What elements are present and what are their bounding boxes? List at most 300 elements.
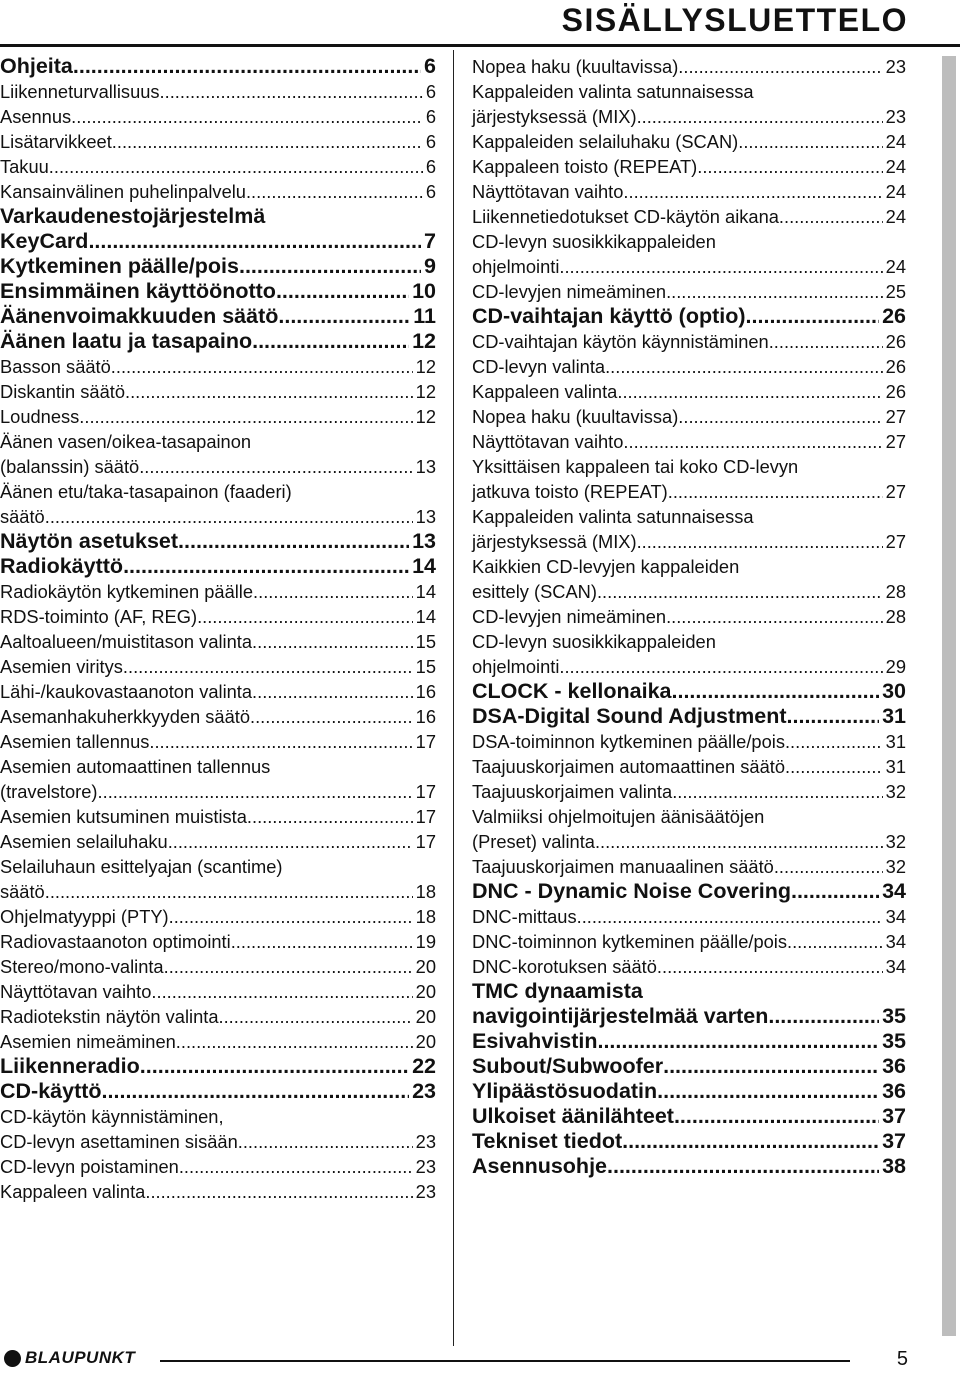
toc-subentry — [0, 879, 436, 904]
toc-subentry — [0, 1179, 436, 1204]
dot-leader — [98, 779, 413, 804]
toc-section-entry — [0, 554, 436, 579]
dot-leader — [179, 1154, 413, 1179]
toc-entry-label: Asemien automaattinen tallennus — [0, 756, 271, 777]
toc-entry-label: Kappaleen toisto (REPEAT) — [472, 156, 698, 177]
toc-page-number: 34 — [885, 906, 906, 927]
dot-leader — [276, 279, 409, 304]
toc-section-entry — [0, 254, 436, 279]
toc-page-number: 6 — [425, 106, 436, 127]
toc-page-number: 23 — [885, 56, 906, 77]
toc-entry-label: Äänen laatu ja tasapaino — [0, 329, 253, 353]
toc-page-number: 28 — [885, 581, 906, 602]
toc-subentry — [472, 829, 906, 854]
dot-leader — [672, 779, 882, 804]
toc-subentry — [0, 354, 436, 379]
toc-subentry — [472, 229, 906, 254]
toc-subentry — [472, 904, 906, 929]
toc-section-entry — [472, 1029, 906, 1054]
toc-section-entry — [0, 304, 436, 329]
toc-page-number: 24 — [885, 256, 906, 277]
toc-entry-label: CD-käytön käynnistäminen, — [0, 1106, 224, 1127]
dot-leader — [252, 679, 413, 704]
dot-leader — [246, 179, 423, 204]
toc-section-entry — [0, 529, 436, 554]
dot-leader — [168, 829, 413, 854]
toc-subentry — [0, 1029, 436, 1054]
toc-entry-label: Ohjeita — [0, 54, 73, 78]
dot-leader — [663, 1054, 879, 1079]
dot-leader — [657, 954, 883, 979]
toc-page-number: 20 — [415, 956, 436, 977]
toc-subentry — [0, 604, 436, 629]
toc-subentry — [0, 1004, 436, 1029]
toc-page-number: 32 — [885, 781, 906, 802]
toc-entry-label: säätö — [0, 506, 45, 527]
dot-leader — [73, 54, 421, 79]
toc-page-number: 14 — [412, 554, 436, 578]
toc-entry-label: CD-levyjen nimeäminen — [472, 606, 667, 627]
toc-section-entry — [472, 1054, 906, 1079]
toc-entry-label: Äänenvoimakkuuden säätö — [0, 304, 279, 328]
dot-leader — [623, 179, 882, 204]
toc-subentry — [472, 479, 906, 504]
toc-section-entry — [472, 1004, 906, 1029]
toc-entry-label: Kappaleiden selailuhaku (SCAN) — [472, 131, 739, 152]
toc-page-number: 18 — [415, 881, 436, 902]
page-edge-tab — [942, 56, 956, 1336]
toc-section-entry — [0, 279, 436, 304]
toc-subentry — [472, 529, 906, 554]
dot-leader — [666, 279, 883, 304]
toc-subentry — [472, 604, 906, 629]
toc-subentry — [472, 379, 906, 404]
toc-entry-label: Liikenneturvallisuus — [0, 81, 160, 102]
toc-entry-label: Loudness — [0, 406, 80, 427]
brand-name: BLAUPUNKT — [25, 1348, 136, 1367]
toc-section-entry — [472, 679, 906, 704]
toc-entry-label: Lähi-/kaukovastaanoton valinta — [0, 681, 253, 702]
dot-leader — [239, 254, 421, 279]
dot-leader — [250, 704, 413, 729]
toc-subentry — [472, 629, 906, 654]
toc-entry-label: KeyCard — [0, 229, 89, 253]
toc-subentry — [472, 404, 906, 429]
toc-page-number: 23 — [415, 1181, 436, 1202]
toc-entry-label: CD-levyn asettaminen sisään — [0, 1131, 238, 1152]
toc-entry-label: Kappaleiden valinta satunnaisessa — [472, 506, 754, 527]
toc-subentry — [0, 829, 436, 854]
toc-entry-label: Radiovastaanoton optimointi — [0, 931, 231, 952]
toc-entry-label: RDS-toiminto (AF, REG) — [0, 606, 198, 627]
toc-entry-label: DSA-toiminnon kytkeminen päälle/pois — [472, 731, 785, 752]
dot-leader — [678, 54, 882, 79]
toc-page-number: 27 — [885, 481, 906, 502]
toc-subentry — [0, 454, 436, 479]
toc-entry-label: Selailuhaun esittelyajan (scantime) — [0, 856, 283, 877]
toc-entry-label: DNC - Dynamic Noise Covering — [472, 879, 791, 903]
dot-leader — [123, 554, 409, 579]
toc-entry-label: Basson säätö — [0, 356, 111, 377]
dot-leader — [595, 829, 883, 854]
toc-entry-label: Asennusohje — [472, 1154, 607, 1178]
toc-subentry — [0, 779, 436, 804]
toc-page-number: 24 — [885, 206, 906, 227]
toc-page-number: 36 — [882, 1079, 906, 1103]
toc-entry-label: Yksittäisen kappaleen tai koko CD-levyn — [472, 456, 799, 477]
toc-entry-label: CD-levyn suosikkikappaleiden — [472, 231, 716, 252]
toc-subentry — [472, 954, 906, 979]
toc-page-number: 27 — [885, 406, 906, 427]
toc-page-number: 26 — [885, 356, 906, 377]
toc-page-number: 23 — [415, 1131, 436, 1152]
toc-entry-label: Taajuuskorjaimen manuaalinen säätö — [472, 856, 774, 877]
toc-page-number: 19 — [415, 931, 436, 952]
dot-leader — [278, 304, 410, 329]
toc-entry-label: Stereo/mono-valinta — [0, 956, 164, 977]
toc-section-entry — [472, 1129, 906, 1154]
toc-subentry — [0, 904, 436, 929]
toc-page-number: 27 — [885, 531, 906, 552]
toc-entry-label: Kappaleen valinta — [0, 1181, 146, 1202]
toc-subentry — [0, 1154, 436, 1179]
toc-page-number: 6 — [425, 81, 436, 102]
toc-page-number: 29 — [885, 656, 906, 677]
toc-page-number: 14 — [415, 581, 436, 602]
toc-page-number: 12 — [415, 406, 436, 427]
toc-entry-label: Aaltoalueen/muistitason valinta — [0, 631, 253, 652]
toc-page-number: 34 — [885, 931, 906, 952]
toc-entry-label: DNC-korotuksen säätö — [472, 956, 657, 977]
toc-section-entry — [0, 1079, 436, 1104]
toc-subentry — [472, 429, 906, 454]
dot-leader — [623, 429, 882, 454]
toc-page-number: 12 — [415, 381, 436, 402]
dot-leader — [45, 504, 413, 529]
toc-entry-label: CD-levyn valinta — [472, 356, 606, 377]
toc-page-number: 26 — [885, 381, 906, 402]
dot-leader — [637, 104, 883, 129]
toc-subentry — [472, 354, 906, 379]
toc-entry-label: Liikenneradio — [0, 1054, 140, 1078]
toc-page-number: 35 — [882, 1004, 906, 1028]
toc-page-number: 28 — [885, 606, 906, 627]
toc-entry-label: Asemanhakuherkkyyden säätö — [0, 706, 250, 727]
dot-leader — [164, 954, 413, 979]
toc-entry-label: Näyttötavan vaihto — [472, 181, 624, 202]
toc-subentry — [0, 929, 436, 954]
dot-leader — [149, 729, 412, 754]
toc-page-number: 20 — [415, 981, 436, 1002]
page-number: 5 — [896, 1348, 908, 1370]
toc-subentry — [472, 729, 906, 754]
dot-leader — [140, 1054, 409, 1079]
toc-section-entry — [0, 329, 436, 354]
dot-leader — [112, 129, 423, 154]
toc-subentry — [0, 629, 436, 654]
toc-section-entry — [472, 1154, 906, 1179]
toc-subentry — [472, 129, 906, 154]
toc-subentry — [0, 1104, 436, 1129]
toc-page-number: 37 — [882, 1129, 906, 1153]
toc-page-number: 34 — [882, 879, 906, 903]
toc-page-number: 6 — [425, 131, 436, 152]
toc-entry-label: CD-vaihtajan käyttö (optio) — [472, 304, 746, 328]
dot-leader — [160, 79, 423, 104]
dot-leader — [49, 154, 423, 179]
dot-leader — [779, 204, 883, 229]
toc-entry-label: Asemien nimeäminen — [0, 1031, 176, 1052]
blaupunkt-logo — [4, 1348, 135, 1368]
dot-leader — [768, 1004, 879, 1029]
dot-leader — [607, 1154, 879, 1179]
dot-leader — [738, 129, 882, 154]
toc-subentry — [0, 729, 436, 754]
toc-entry-label: Kappaleiden valinta satunnaisessa — [472, 81, 754, 102]
toc-subentry — [472, 554, 906, 579]
toc-page-number: 26 — [885, 331, 906, 352]
dot-leader — [678, 404, 882, 429]
toc-entry-label: järjestyksessä (MIX) — [472, 106, 637, 127]
toc-page-number: 14 — [415, 606, 436, 627]
toc-subentry — [0, 654, 436, 679]
toc-entry-label: (balanssin) säätö — [0, 456, 140, 477]
toc-subentry — [472, 654, 906, 679]
toc-page-number: 15 — [415, 656, 436, 677]
toc-subentry — [0, 679, 436, 704]
dot-leader — [769, 329, 883, 354]
toc-page-number: 23 — [412, 1079, 436, 1103]
toc-page-number: 18 — [415, 906, 436, 927]
toc-subentry — [0, 979, 436, 1004]
toc-section-entry — [472, 704, 906, 729]
toc-page-number: 36 — [882, 1054, 906, 1078]
toc-section-entry — [472, 979, 906, 1004]
toc-subentry — [472, 279, 906, 304]
toc-subentry — [472, 779, 906, 804]
toc-subentry — [0, 154, 436, 179]
toc-entry-label: Ylipäästösuodatin — [472, 1079, 658, 1103]
toc-page-number: 17 — [415, 831, 436, 852]
dot-leader — [746, 304, 880, 329]
dot-leader — [231, 929, 413, 954]
toc-entry-label: Tekniset tiedot — [472, 1129, 623, 1153]
toc-section-entry — [472, 1104, 906, 1129]
toc-entry-label: (travelstore) — [0, 781, 98, 802]
toc-subentry — [0, 754, 436, 779]
toc-entry-label: jatkuva toisto (REPEAT) — [472, 481, 668, 502]
toc-entry-label: Asemien tallennus — [0, 731, 150, 752]
dot-leader — [577, 904, 883, 929]
toc-page-number: 30 — [882, 679, 906, 703]
dot-leader — [674, 1104, 879, 1129]
dot-leader — [597, 1029, 879, 1054]
dot-leader — [139, 454, 412, 479]
toc-entry-label: ohjelmointi — [472, 256, 560, 277]
toc-subentry — [472, 929, 906, 954]
toc-subentry — [0, 504, 436, 529]
toc-subentry — [472, 804, 906, 829]
dot-leader — [697, 154, 882, 179]
toc-entry-label: Nopea haku (kuultavissa) — [472, 406, 679, 427]
toc-subentry — [472, 504, 906, 529]
toc-entry-label: järjestyksessä (MIX) — [472, 531, 637, 552]
dot-leader — [111, 354, 413, 379]
toc-right-column — [472, 54, 906, 1179]
toc-entry-label: Varkaudenestojärjestelmä — [0, 204, 266, 228]
toc-subentry — [472, 154, 906, 179]
toc-page-number: 13 — [415, 506, 436, 527]
toc-entry-label: Näyttötavan vaihto — [472, 431, 624, 452]
toc-page-number: 34 — [885, 956, 906, 977]
toc-page-number: 13 — [415, 456, 436, 477]
toc-subentry — [0, 404, 436, 429]
toc-subentry — [472, 754, 906, 779]
toc-subentry — [0, 804, 436, 829]
dot-leader — [559, 254, 882, 279]
toc-entry-label: TMC dynaamista — [472, 979, 643, 1003]
toc-subentry — [472, 179, 906, 204]
toc-entry-label: Radiokäyttö — [0, 554, 124, 578]
toc-subentry — [472, 329, 906, 354]
dot-leader — [605, 354, 883, 379]
toc-entry-label: navigointijärjestelmää varten — [472, 1004, 769, 1028]
toc-entry-label: Näyttötavan vaihto — [0, 981, 152, 1002]
toc-entry-label: Asemien viritys — [0, 656, 123, 677]
toc-entry-label: säätö — [0, 881, 45, 902]
toc-entry-label: Näytön asetukset — [0, 529, 179, 553]
toc-subentry — [472, 454, 906, 479]
toc-entry-label: (Preset) valinta — [472, 831, 595, 852]
toc-entry-label: DNC-toiminnon kytkeminen päälle/pois — [472, 931, 787, 952]
dot-leader — [559, 654, 882, 679]
toc-subentry — [0, 79, 436, 104]
toc-section-entry — [0, 1054, 436, 1079]
toc-section-entry — [472, 1079, 906, 1104]
toc-page-number: 13 — [412, 529, 436, 553]
dot-leader — [45, 879, 413, 904]
toc-entry-label: Radiokäytön kytkeminen päälle — [0, 581, 254, 602]
toc-entry-label: CD-levyjen nimeäminen — [472, 281, 667, 302]
dot-leader — [253, 579, 413, 604]
toc-entry-label: Asemien selailuhaku — [0, 831, 168, 852]
toc-page-number: 31 — [882, 704, 906, 728]
toc-page-number: 17 — [415, 731, 436, 752]
dot-leader — [178, 529, 409, 554]
dot-leader — [88, 229, 421, 254]
toc-page-number: 9 — [424, 254, 436, 278]
toc-page-number: 32 — [885, 831, 906, 852]
toc-page-number: 38 — [882, 1154, 906, 1178]
toc-subentry — [0, 704, 436, 729]
toc-entry-label: DSA-Digital Sound Adjustment — [472, 704, 787, 728]
toc-page-number: 15 — [415, 631, 436, 652]
toc-entry-label: CD-levyn suosikkikappaleiden — [472, 631, 716, 652]
dot-leader — [774, 854, 883, 879]
toc-entry-label: Asemien kutsuminen muistista — [0, 806, 247, 827]
toc-subentry — [0, 1129, 436, 1154]
toc-entry-label: CD-käyttö — [0, 1079, 102, 1103]
dot-leader — [169, 904, 413, 929]
toc-entry-label: DNC-mittaus — [472, 906, 577, 927]
toc-left-column — [0, 54, 436, 1204]
toc-subentry — [472, 104, 906, 129]
toc-section-entry — [472, 304, 906, 329]
dot-leader — [238, 1129, 413, 1154]
toc-section-entry — [0, 54, 436, 79]
toc-subentry — [0, 104, 436, 129]
dot-leader — [617, 379, 882, 404]
toc-subentry — [472, 79, 906, 104]
dot-leader — [123, 654, 413, 679]
toc-page-number: 24 — [885, 156, 906, 177]
toc-entry-label: Äänen etu/taka-tasapainon (faaderi) — [0, 481, 292, 502]
dot-leader — [252, 629, 413, 654]
toc-entry-label: Asennus — [0, 106, 72, 127]
dot-leader — [666, 604, 883, 629]
dot-leader — [672, 679, 880, 704]
toc-subentry — [472, 579, 906, 604]
toc-page-number: 27 — [885, 431, 906, 452]
dot-leader — [102, 1079, 410, 1104]
dot-leader — [71, 104, 423, 129]
toc-page-number: 23 — [885, 106, 906, 127]
dot-leader — [657, 1079, 879, 1104]
toc-section-entry — [0, 229, 436, 254]
toc-page-number: 22 — [412, 1054, 436, 1078]
dot-leader — [219, 1004, 413, 1029]
toc-page-number: 16 — [415, 681, 436, 702]
dot-leader — [668, 479, 883, 504]
toc-page-number: 25 — [885, 281, 906, 302]
toc-page-number: 20 — [415, 1031, 436, 1052]
dot-leader — [79, 404, 412, 429]
toc-page-number: 7 — [424, 229, 436, 253]
toc-entry-label: esittely (SCAN) — [472, 581, 597, 602]
toc-entry-label: Ohjelmatyyppi (PTY) — [0, 906, 169, 927]
toc-page-number: 6 — [425, 156, 436, 177]
toc-entry-label: Nopea haku (kuultavissa) — [472, 56, 679, 77]
toc-page-number: 32 — [885, 856, 906, 877]
toc-entry-label: Esivahvistin — [472, 1029, 598, 1053]
dot-leader — [597, 579, 883, 604]
dot-leader — [145, 1179, 412, 1204]
toc-subentry — [472, 854, 906, 879]
dot-leader — [787, 929, 883, 954]
footer-rule — [160, 1360, 850, 1362]
toc-subentry — [0, 954, 436, 979]
dot-leader — [622, 1129, 879, 1154]
toc-page-number: 10 — [412, 279, 436, 303]
dot-leader — [247, 804, 413, 829]
toc-page-number: 6 — [424, 54, 436, 78]
toc-subentry — [0, 854, 436, 879]
toc-page-number: 16 — [415, 706, 436, 727]
toc-page-number: 20 — [415, 1006, 436, 1027]
column-divider — [453, 50, 454, 1346]
toc-entry-label: Kappaleen valinta — [472, 381, 618, 402]
toc-subentry — [472, 204, 906, 229]
dot-leader — [787, 704, 880, 729]
page-title: SISÄLLYSLUETTELO — [561, 2, 908, 38]
toc-section-entry — [472, 879, 906, 904]
toc-entry-label: Taajuuskorjaimen automaattinen säätö — [472, 756, 786, 777]
toc-entry-label: Taajuuskorjaimen valinta — [472, 781, 673, 802]
toc-entry-label: CD-vaihtajan käytön käynnistäminen — [472, 331, 769, 352]
toc-entry-label: Kaikkien CD-levyjen kappaleiden — [472, 556, 740, 577]
toc-entry-label: Liikennetiedotukset CD-käytön aikana — [472, 206, 779, 227]
toc-subentry — [0, 129, 436, 154]
